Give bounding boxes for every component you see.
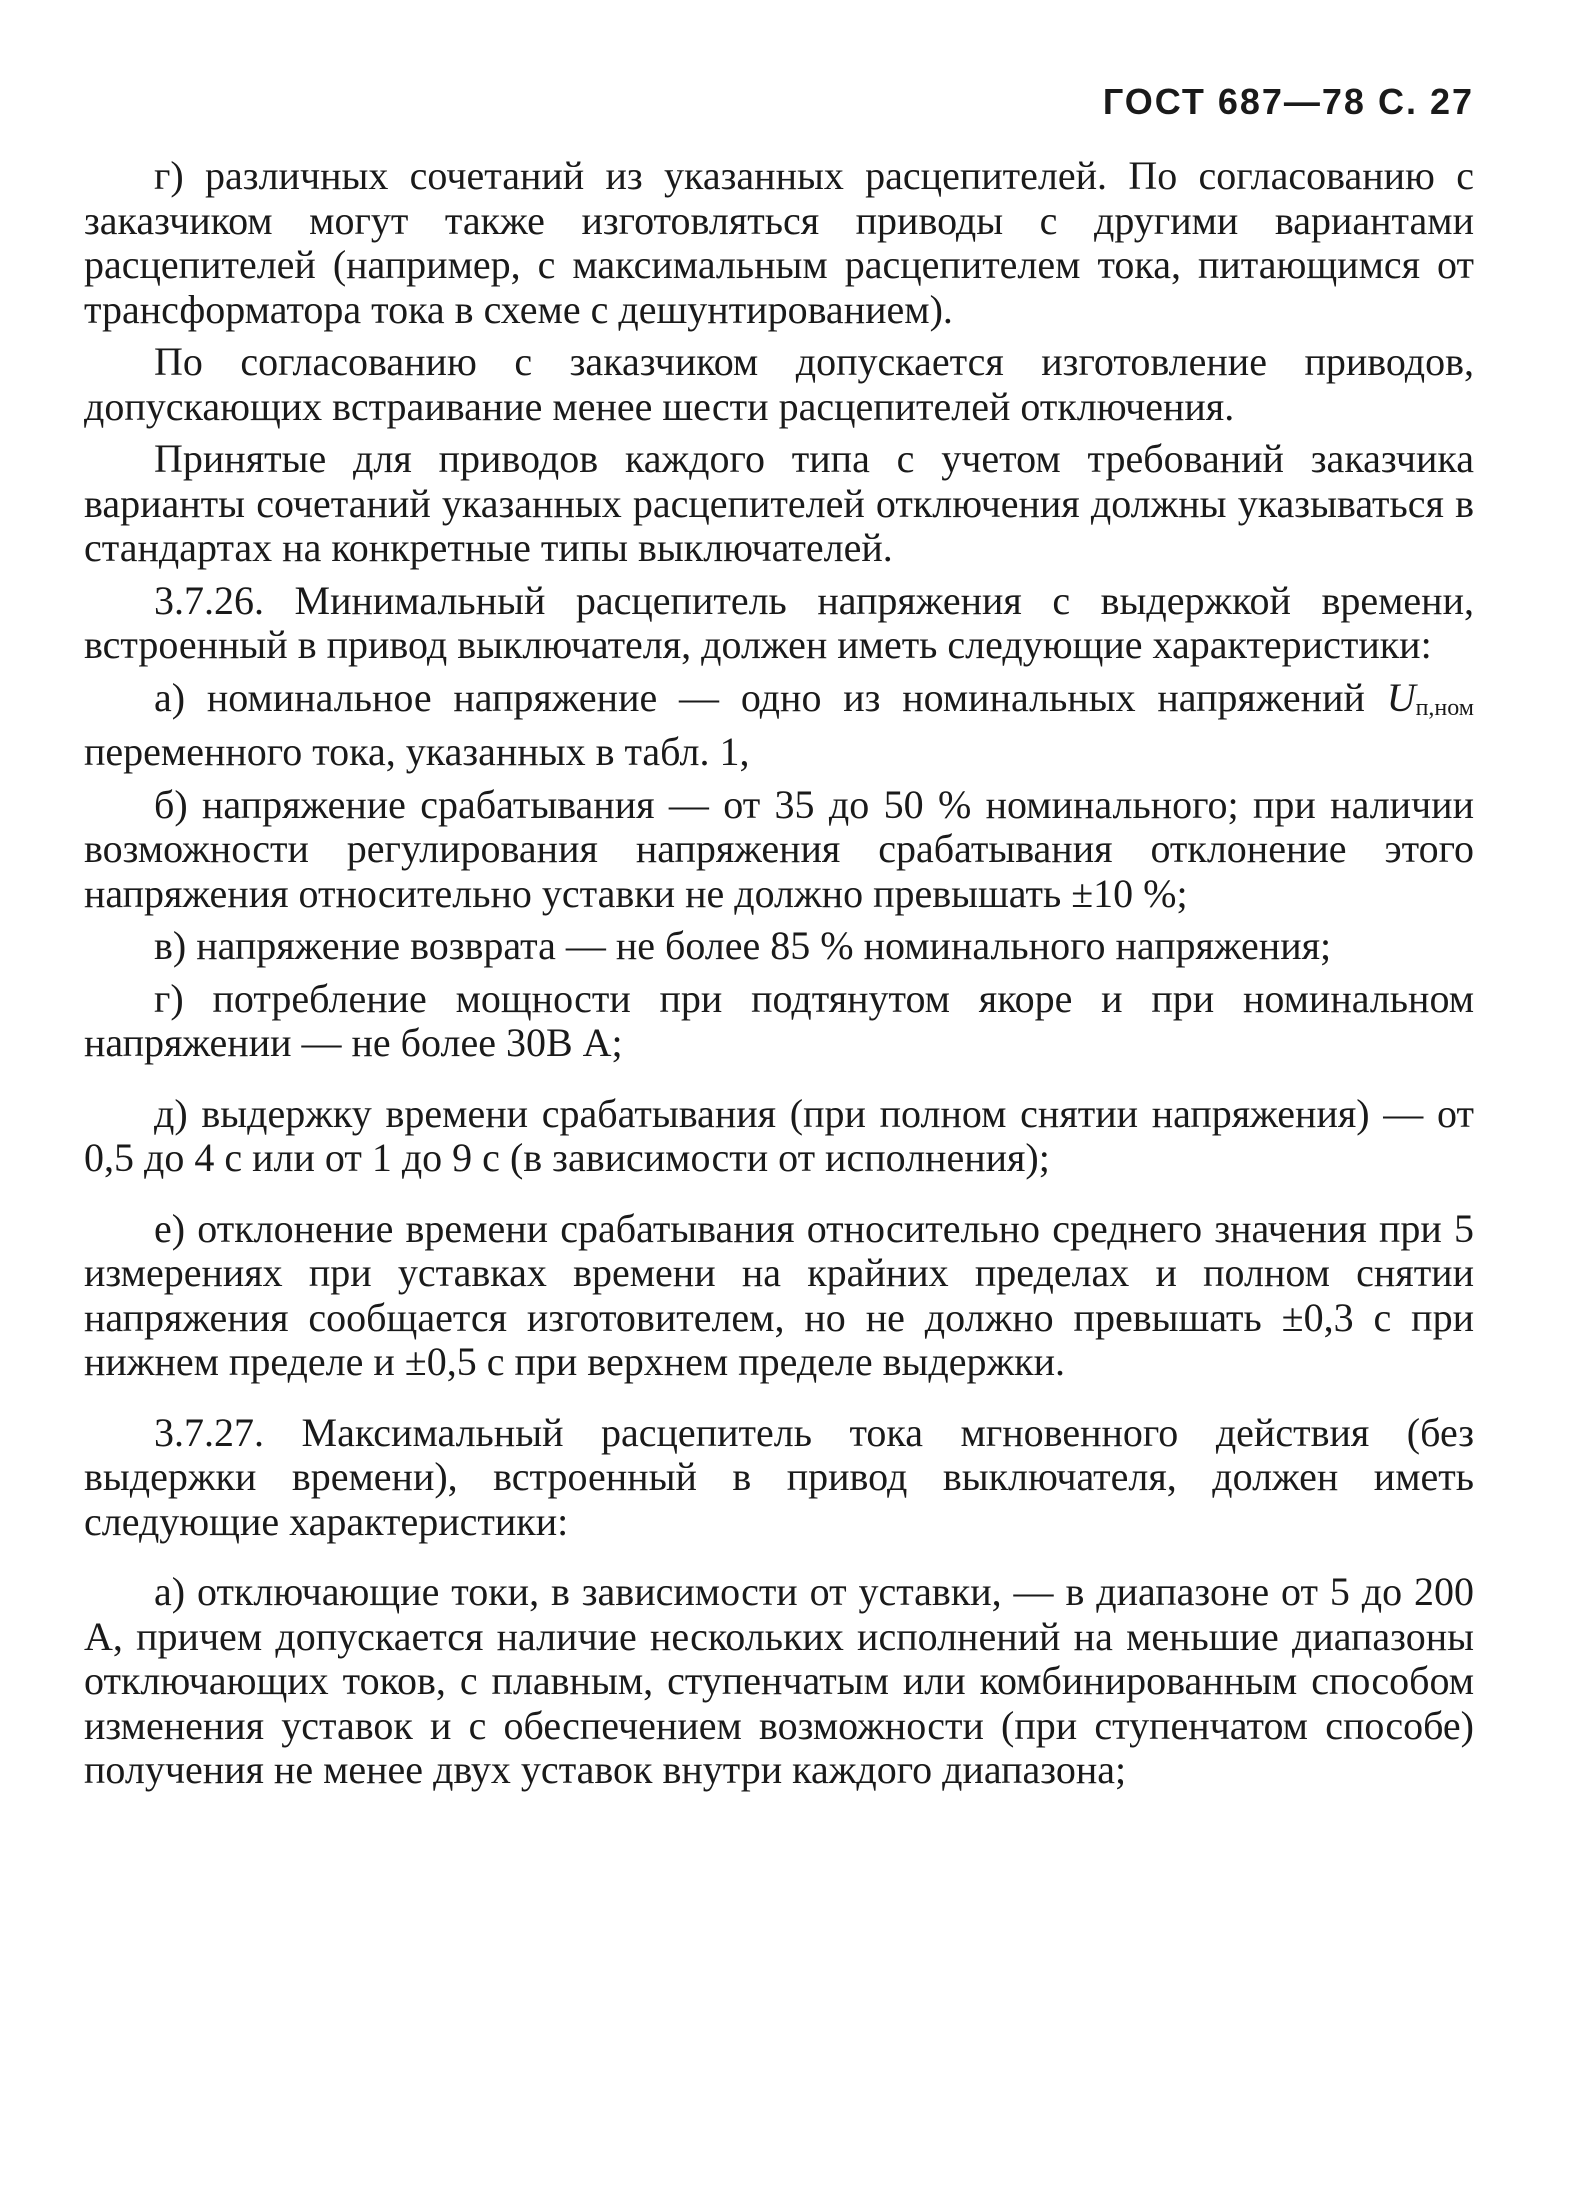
item-b-operating-voltage: б) напряжение срабатывания — от 35 до 50 % номинального; при наличии возможности регулирования напряжения срабатывания отклонение этого напряжения относительно уставки не должно превышать ±10 %;: [84, 781, 1474, 916]
voltage-subscript: п,ном: [1415, 694, 1474, 721]
voltage-symbol: U: [1386, 674, 1416, 720]
item-a-tripping-currents: а) отключающие токи, в зависимости от уставки, — в диапазоне от 5 до 200 А, причем допускается наличие нескольких исполнений на меньшие диапазоны отключающих токов, с плавным, ступенчатым или комбинированным способом изменения уставок и с обеспечением возможности (при ступенчатом способе) получения не менее двух уставок внутри каждого диапазона;: [84, 1569, 1474, 1792]
item-v-return-voltage: в) напряжение возврата — не более 85 % номинального напряжения;: [154, 923, 1332, 968]
item-a-text-start: а) номинальное напряжение — одно из номинальных напряжений: [154, 674, 1387, 720]
item-g-power-consumption: г) потребление мощности при подтянутом якоре и при номинальном напряжении — не более 30В А;: [84, 975, 1474, 1065]
item-d-time-delay: д) выдержку времени срабатывания (при полном снятии напряжения) — от 0,5 до 4 с или от 1 до 9 с (в зависимости от исполнения);: [84, 1090, 1474, 1180]
item-a-nominal-voltage: [84, 676, 1474, 775]
item-e-time-deviation: е) отклонение времени срабатывания относительно среднего значения при 5 измерениях при уставках времени на крайних пределах и полном снятии напряжения сообщается изготовителем, но не должно превышать ±0,3 с при нижнем пределе и ±0,5 с при верхнем пределе выдержки.: [84, 1205, 1474, 1384]
document-page: [84, 80, 1474, 1793]
paragraph-agreement: По согласованию с заказчиком допускается изготовление приводов, допускающих встраивание менее шести расцепителей отключения.: [84, 339, 1474, 429]
item-a-text-end: переменного тока, указанных в табл. 1,: [84, 729, 750, 774]
running-header: ГОСТ 687—78 С. 27: [1102, 81, 1474, 122]
paragraph-combinations: Принятые для приводов каждого типа с учетом требований заказчика варианты сочетаний указанных расцепителей отключения должны указываться в стандартах на конкретные типы выключателей.: [84, 436, 1474, 570]
section-3-7-27: 3.7.27. Максимальный расцепитель тока мгновенного действия (без выдержки времени), встроенный в привод выключателя, должен иметь следующие характеристики:: [84, 1409, 1474, 1544]
paragraph-item-g: г) различных сочетаний из указанных расцепителей. По согласованию с заказчиком могут также изготовляться приводы с другими вариантами расцепителей (например, с максимальным расцепителем тока, питающимся от трансформатора тока в схеме с дешунтированием).: [84, 153, 1474, 332]
section-3-7-26: 3.7.26. Минимальный расцепитель напряжения с выдержкой времени, встроенный в привод выключателя, должен иметь следующие характеристики:: [84, 577, 1474, 667]
